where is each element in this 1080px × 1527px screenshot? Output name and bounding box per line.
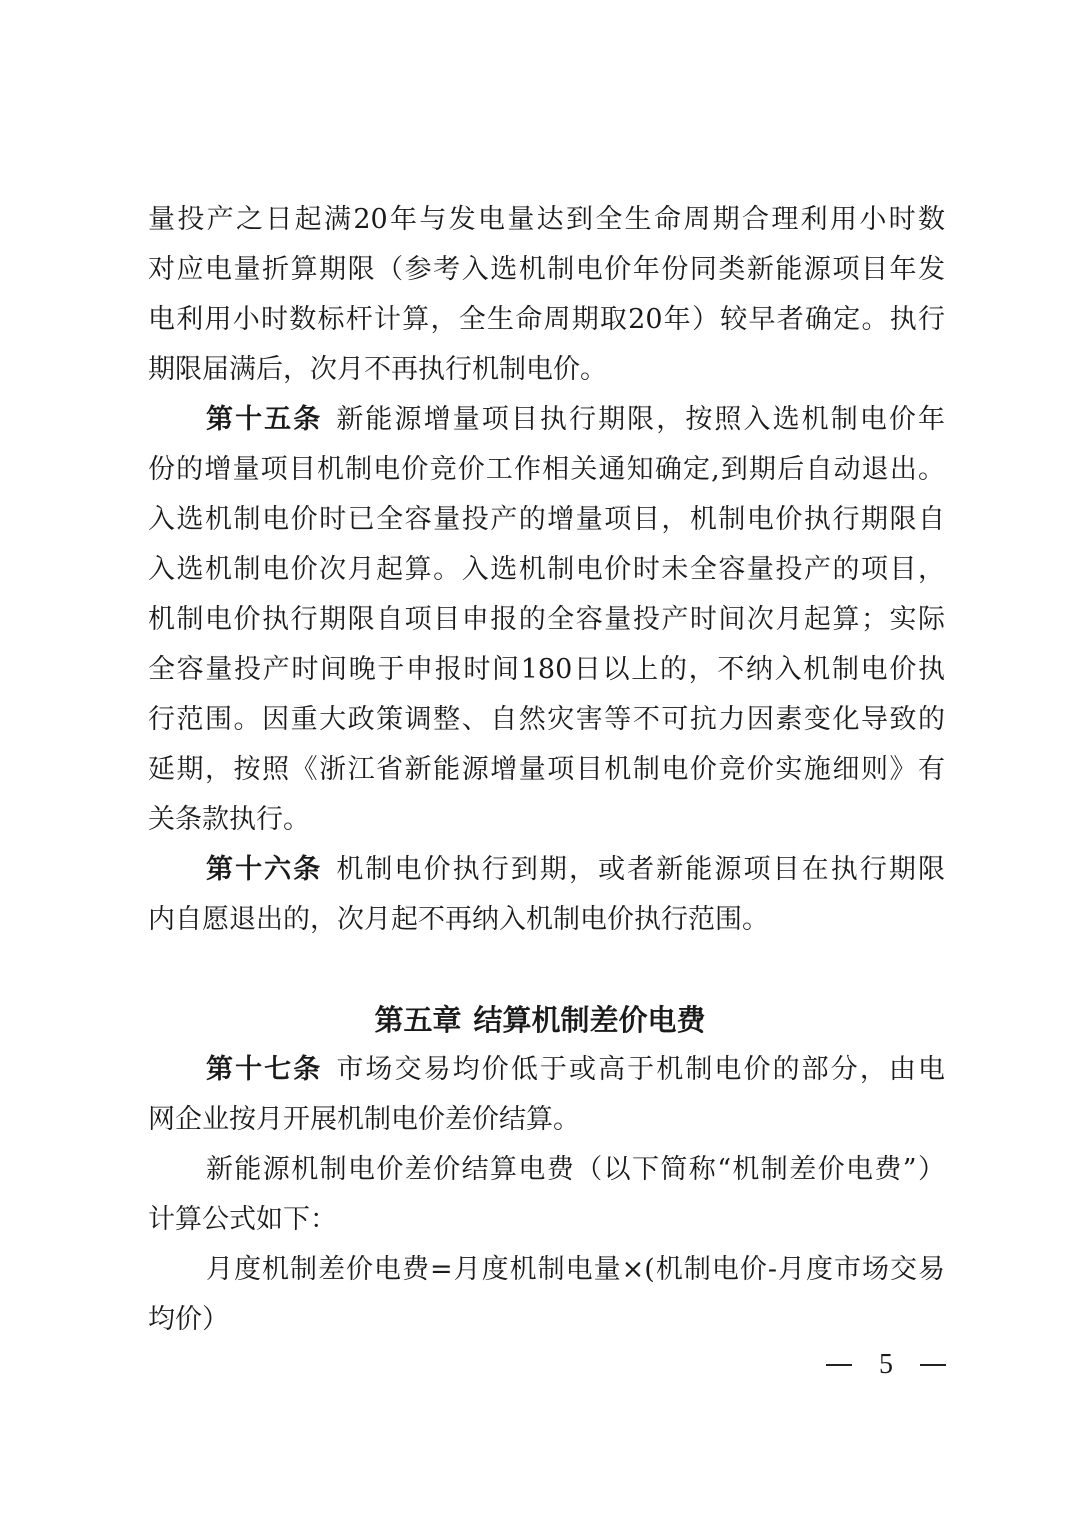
article-17-first-line (148, 1045, 945, 1095)
text-line: 计算公式如下： (148, 1204, 337, 1235)
chapter-title: 结算机制差价电费 (473, 1003, 706, 1037)
text-line: 量投产之日起满20年与发电量达到全生命周期合理利用小时数 (148, 204, 945, 235)
text-line: 份的增量项目机制电价竞价工作相关通知确定,到期后自动退出。 (148, 454, 945, 485)
text-line: 期限届满后，次月不再执行机制电价。 (148, 354, 607, 385)
article-text: 市场交易均价低于或高于机制电价的部分，由电 (336, 1054, 946, 1085)
text-line: 延期，按照《浙江省新能源增量项目机制电价竞价实施细则》有 (148, 754, 945, 785)
dash-right (920, 1364, 946, 1366)
text-line: 行范围。因重大政策调整、自然灾害等不可抗力因素变化导致的 (148, 704, 945, 735)
text-line: 全容量投产时间晚于申报时间180日以上的，不纳入机制电价执 (148, 654, 945, 685)
article-16-first-line (148, 845, 945, 895)
text-line: 均价） (148, 1304, 229, 1335)
page-number (826, 1345, 946, 1385)
dash-left (826, 1364, 852, 1366)
text-line: 入选机制电价次月起算。入选机制电价时未全容量投产的项目， (148, 554, 945, 585)
chapter-number: 第五章 (374, 1003, 462, 1037)
page-number-value: 5 (879, 1349, 893, 1380)
article-text: 机制电价执行到期，或者新能源项目在执行期限 (336, 854, 946, 885)
text-line: 电利用小时数标杆计算，全生命周期取20年）较早者确定。执行 (148, 304, 945, 335)
article-number: 第十七条 (206, 1054, 323, 1085)
text-line: 入选机制电价时已全容量投产的增量项目，机制电价执行期限自 (148, 504, 945, 535)
article-number: 第十六条 (206, 854, 323, 885)
text-line: 对应电量折算期限（参考入选机制电价年份同类新能源项目年发 (148, 254, 945, 285)
text-line: 网企业按月开展机制电价差价结算。 (148, 1104, 580, 1135)
text-line: 内自愿退出的，次月起不再纳入机制电价执行范围。 (148, 904, 769, 935)
article-text: 新能源增量项目执行期限，按照入选机制电价年 (336, 404, 946, 435)
text-line: 机制电价执行期限自项目申报的全容量投产时间次月起算；实际 (148, 604, 945, 635)
article-15-first-line (148, 395, 945, 445)
chapter-heading (0, 995, 1080, 1045)
paragraph-first-line: 新能源机制电价差价结算电费（以下简称“机制差价电费”） (206, 1154, 945, 1185)
article-number: 第十五条 (206, 404, 323, 435)
text-line: 关条款执行。 (148, 804, 310, 835)
formula-first-line: 月度机制差价电费=月度机制电量×(机制电价-月度市场交易 (206, 1254, 945, 1285)
